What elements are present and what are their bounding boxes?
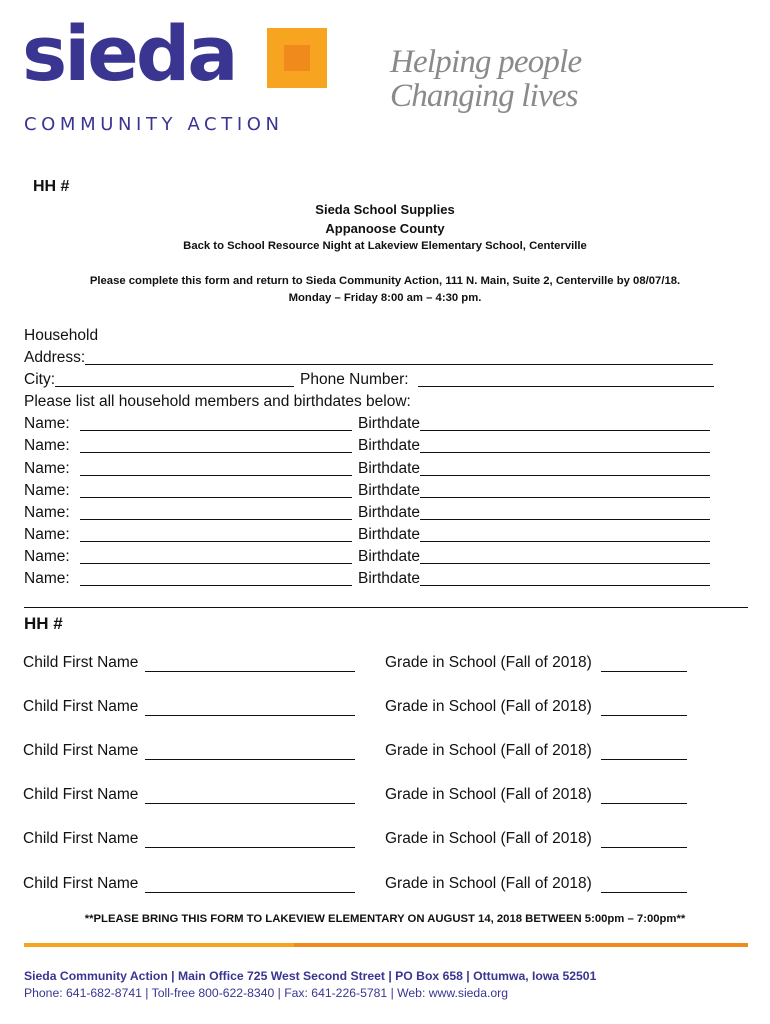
name-label: Name:: [24, 481, 70, 499]
office-hours: Monday – Friday 8:00 am – 4:30 pm.: [288, 292, 482, 304]
tagline-line-1: Helping people: [390, 44, 582, 80]
name-label: Name:: [24, 437, 70, 455]
grade-field[interactable]: [601, 892, 687, 893]
member-row: [24, 480, 714, 502]
grade-label: Grade in School (Fall of 2018): [385, 875, 592, 892]
grade-label: Grade in School (Fall of 2018): [385, 830, 592, 847]
hh-number-label-2: HH #: [24, 614, 63, 633]
member-row: [24, 413, 714, 435]
member-birthdate-field[interactable]: [420, 435, 710, 453]
section-divider: [24, 607, 748, 608]
logo-square-icon: [267, 28, 327, 88]
grade-label: Grade in School (Fall of 2018): [385, 654, 592, 671]
child-first-name-field[interactable]: [145, 759, 355, 760]
grade-field[interactable]: [601, 803, 687, 804]
child-first-name-label: Child First Name: [23, 830, 139, 847]
member-name-field[interactable]: [80, 480, 352, 498]
name-label: Name:: [24, 570, 70, 588]
bring-form-notice: **PLEASE BRING THIS FORM TO LAKEVIEW ELEMENTARY ON AUGUST 14, 2018 BETWEEN 5:00pm – 7:00pm**: [84, 913, 686, 925]
grade-field[interactable]: [601, 671, 687, 672]
grade-label: Grade in School (Fall of 2018): [385, 698, 592, 715]
name-label: Name:: [24, 459, 70, 477]
member-row: [24, 546, 714, 568]
address-label: Address:: [24, 349, 86, 367]
hh-number-label: HH #: [33, 178, 70, 195]
address-field[interactable]: [85, 347, 713, 365]
footer-contact: Phone: 641-682-8741 | Toll-free 800-622-8340 | Fax: 641-226-5781 | Web: www.sieda.org: [24, 986, 508, 1000]
child-first-name-label: Child First Name: [23, 698, 139, 715]
county-name: Appanoose County: [325, 221, 445, 236]
name-label: Name:: [24, 547, 70, 565]
instructions: Please complete this form and return to Sieda Community Action, 111 N. Main, Suite 2, Centerville by 08/07/18.: [89, 275, 681, 287]
member-name-field[interactable]: [80, 458, 352, 476]
member-name-field[interactable]: [80, 435, 352, 453]
phone-field[interactable]: [418, 369, 714, 387]
child-first-name-field[interactable]: [145, 847, 355, 848]
household-section: [24, 325, 714, 590]
child-row: [23, 654, 723, 678]
birthdate-label: Birthdate: [358, 415, 421, 433]
member-row: [24, 568, 714, 590]
members-prompt-line: [24, 391, 714, 413]
logo-square-inner: [284, 45, 310, 71]
birthdate-label: Birthdate: [358, 481, 421, 499]
member-birthdate-field[interactable]: [420, 568, 710, 586]
child-row: [23, 875, 723, 899]
grade-field[interactable]: [601, 847, 687, 848]
birthdate-label: Birthdate: [358, 570, 421, 588]
logo-wordmark: sieda: [22, 9, 236, 98]
name-label: Name:: [24, 525, 70, 543]
footer-rule: [24, 943, 748, 947]
member-birthdate-field[interactable]: [420, 546, 710, 564]
child-first-name-label: Child First Name: [23, 875, 139, 892]
birthdate-label: Birthdate: [358, 437, 421, 455]
member-birthdate-field[interactable]: [420, 458, 710, 476]
members-prompt: Please list all household members and birthdates below:: [24, 393, 411, 411]
member-birthdate-field[interactable]: [420, 480, 710, 498]
birthdate-label: Birthdate: [358, 503, 421, 521]
member-name-field[interactable]: [80, 413, 352, 431]
birthdate-label: Birthdate: [358, 525, 421, 543]
member-birthdate-field[interactable]: [420, 524, 710, 542]
household-label: Household: [24, 327, 99, 344]
member-birthdate-field[interactable]: [420, 502, 710, 520]
child-first-name-field[interactable]: [145, 803, 355, 804]
phone-label: Phone Number:: [300, 371, 409, 389]
member-row: [24, 458, 714, 480]
footer-rule-left: [24, 943, 294, 947]
grade-field[interactable]: [601, 759, 687, 760]
tagline: [390, 45, 581, 113]
member-name-field[interactable]: [80, 546, 352, 564]
child-row: [23, 786, 723, 810]
member-row: [24, 435, 714, 457]
member-row: [24, 524, 714, 546]
member-name-field[interactable]: [80, 524, 352, 542]
child-first-name-field[interactable]: [145, 671, 355, 672]
form-title: Sieda School Supplies: [315, 202, 455, 217]
tagline-line-2: Changing lives: [390, 78, 578, 114]
sieda-logo: [22, 9, 342, 137]
birthdate-label: Birthdate: [358, 547, 421, 565]
child-first-name-label: Child First Name: [23, 786, 139, 803]
child-first-name-label: Child First Name: [23, 742, 139, 759]
member-row: [24, 502, 714, 524]
child-row: [23, 742, 723, 766]
child-first-name-field[interactable]: [145, 892, 355, 893]
birthdate-label: Birthdate: [358, 459, 421, 477]
address-line: [24, 347, 714, 369]
city-label: City:: [24, 371, 55, 389]
logo-subtitle: COMMUNITY ACTION: [24, 114, 284, 135]
child-row: [23, 698, 723, 722]
event-description: Back to School Resource Night at Lakeview Elementary School, Centerville: [183, 240, 587, 252]
name-label: Name:: [24, 503, 70, 521]
member-rows: [24, 413, 714, 590]
city-phone-line: [24, 369, 714, 391]
child-row: [23, 830, 723, 854]
city-field[interactable]: [55, 369, 294, 387]
name-label: Name:: [24, 415, 70, 433]
member-birthdate-field[interactable]: [420, 413, 710, 431]
member-name-field[interactable]: [80, 502, 352, 520]
child-first-name-label: Child First Name: [23, 654, 139, 671]
grade-field[interactable]: [601, 715, 687, 716]
footer-rule-right: [294, 943, 748, 947]
child-first-name-field[interactable]: [145, 715, 355, 716]
household-label-line: [24, 325, 714, 347]
member-name-field[interactable]: [80, 568, 352, 586]
grade-label: Grade in School (Fall of 2018): [385, 786, 592, 803]
footer-address: Sieda Community Action | Main Office 725 West Second Street | PO Box 658 | Ottumwa, Iowa 52501: [24, 969, 597, 983]
grade-label: Grade in School (Fall of 2018): [385, 742, 592, 759]
